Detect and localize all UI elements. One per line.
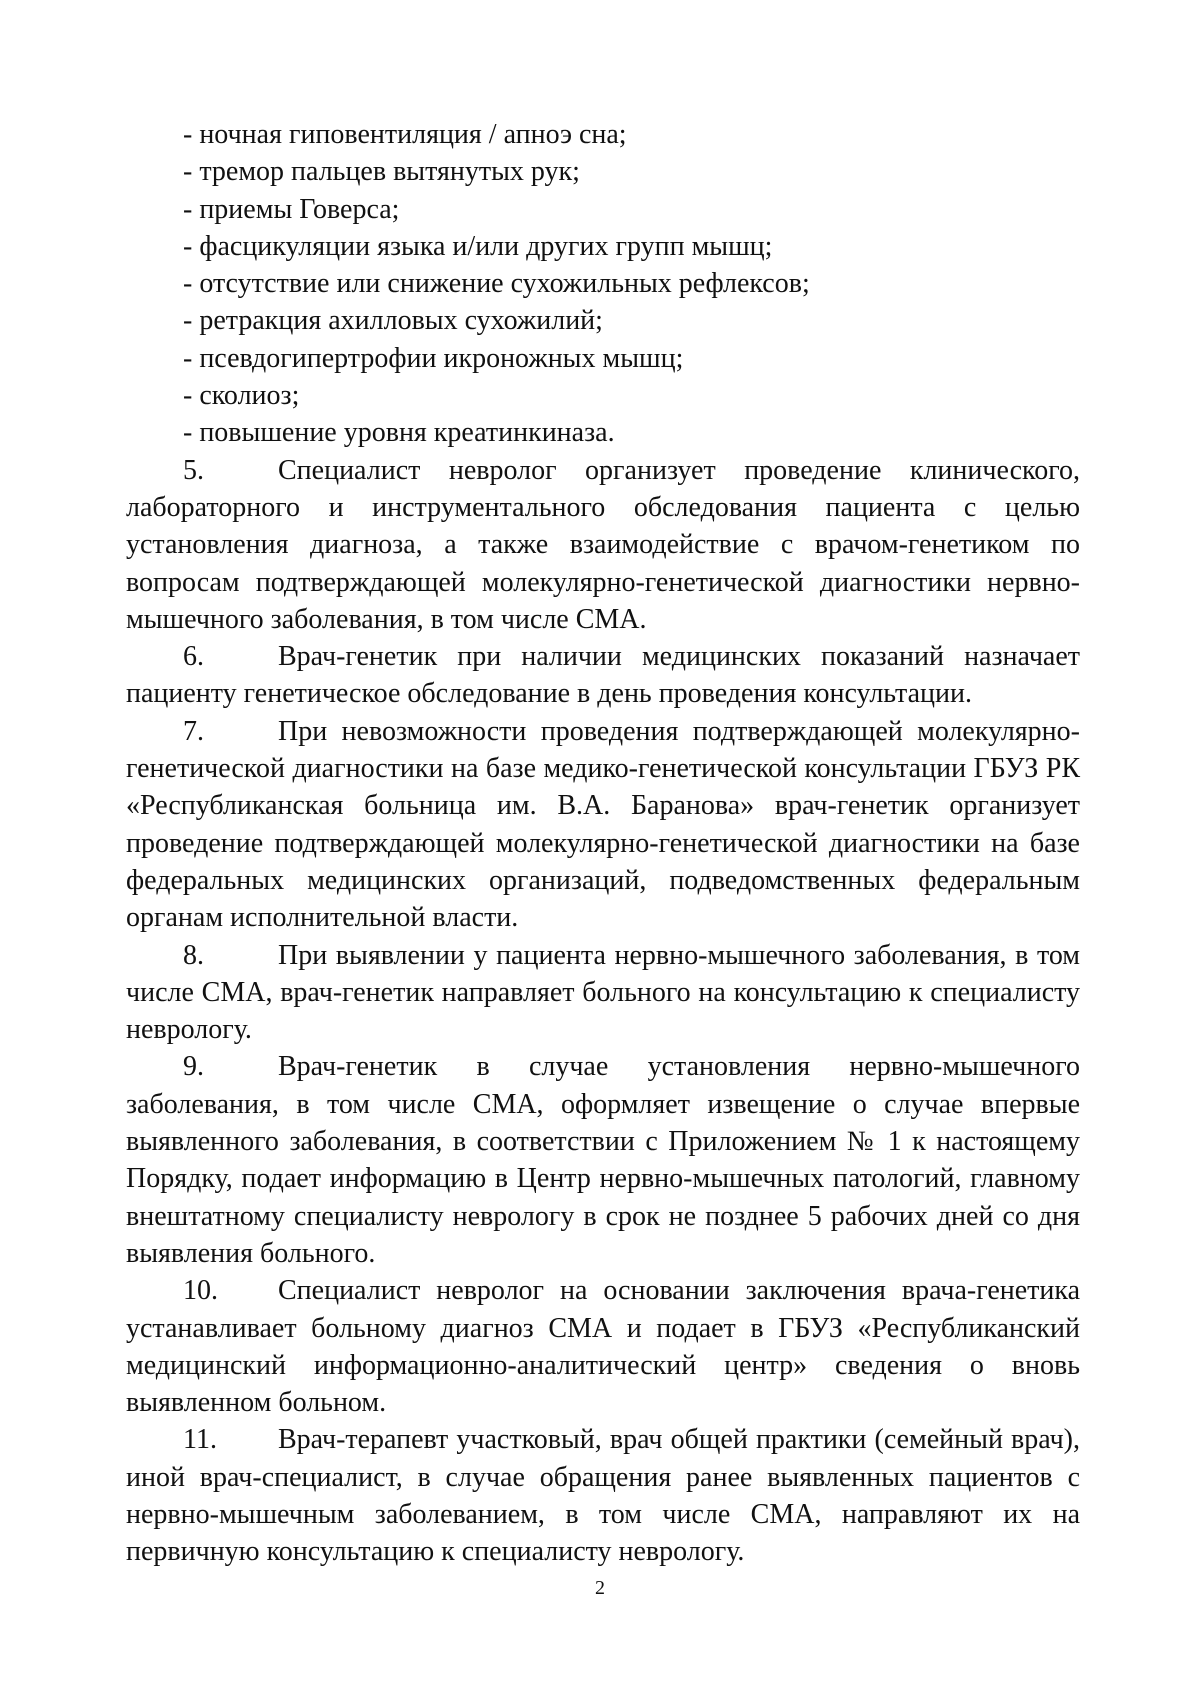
- paragraph-text: Врач-генетик при наличии медицинских показаний назначает пациенту генетическое обследование в день проведения консультации.: [126, 641, 1080, 710]
- paragraph-text: Специалист невролог организует проведение клинического, лабораторного и инструментального обследования пациента с целью установления диагноза, а также взаимодействие с врачом-генетиком по вопросам подтверждающей молекулярно-генетической диагностики нервно-мышечного заболевания, в том числе СМА.: [126, 454, 1080, 635]
- numbered-paragraph: [126, 638, 1080, 713]
- paragraph-number: 8.: [183, 939, 204, 971]
- paragraph-text: Специалист невролог на основании заключения врача-генетика устанавливает больному диагноз СМА и подает в ГБУЗ «Республиканский медицинский информационно-аналитический центр» сведения о вновь выявленном больном.: [126, 1275, 1080, 1419]
- numbered-paragraph: [126, 713, 1080, 937]
- paragraph-text: Врач-терапевт участковый, врач общей практики (семейный врач), иной врач-специалист, в случае обращения ранее выявленных пациентов с нервно-мышечным заболеванием, в том числе СМА, направляют их на первичную консультацию к специалисту неврологу.: [126, 1424, 1080, 1568]
- symptom-list-item: - отсутствие или снижение сухожильных рефлексов;: [183, 268, 810, 300]
- numbered-paragraphs: [126, 452, 1080, 1571]
- document-body: [126, 116, 1080, 1571]
- numbered-paragraph: [126, 452, 1080, 638]
- symptom-list-item: - ретракция ахилловых сухожилий;: [183, 305, 603, 337]
- numbered-paragraph: [126, 1048, 1080, 1272]
- paragraph-number: 11.: [183, 1424, 217, 1456]
- symptom-list-item: - ночная гиповентиляция / апноэ сна;: [183, 119, 627, 150]
- numbered-paragraph: [126, 1272, 1080, 1421]
- paragraph-number: 9.: [183, 1051, 204, 1083]
- paragraph-text: Врач-генетик в случае установления нервно-мышечного заболевания, в том числе СМА, оформляет извещение о случае впервые выявленного заболевания, в соответствии с Приложением № 1 к настоящему Порядку, подает информацию в Центр нервно-мышечных патологий, главному внештатному специалисту неврологу в срок не позднее 5 рабочих дней со дня выявления больного.: [126, 1051, 1080, 1269]
- symptom-list-item: - повышение уровня креатинкиназа.: [183, 417, 615, 449]
- paragraph-number: 10.: [183, 1275, 218, 1307]
- paragraph-number: 7.: [183, 715, 204, 747]
- symptom-list-item: - фасцикуляции языка и/или других групп мышц;: [183, 230, 773, 262]
- paragraph-number: 6.: [183, 641, 204, 673]
- numbered-paragraph: [126, 1421, 1080, 1570]
- symptom-list-item: - приемы Говерса;: [183, 193, 400, 225]
- numbered-paragraph: [126, 937, 1080, 1049]
- paragraph-text: При выявлении у пациента нервно-мышечного заболевания, в том числе СМА, врач-генетик направляет больного на консультацию к специалисту неврологу.: [126, 939, 1080, 1046]
- symptom-list-item: - псевдогипертрофии икроножных мышц;: [183, 342, 684, 374]
- symptom-list: [126, 116, 1080, 452]
- symptom-list-item: - сколиоз;: [183, 380, 300, 412]
- paragraph-number: 5.: [183, 454, 204, 486]
- paragraph-text: При невозможности проведения подтверждающей молекулярно-генетической диагностики на базе медико-генетической консультации ГБУЗ РК «Республиканская больница им. В.А. Баранова» врач-генетик организует проведение подтверждающей молекулярно-генетической диагностики на базе федеральных медицинских организаций, подведомственных федеральным органам исполнительной власти.: [126, 715, 1080, 934]
- page-number: 2: [595, 1577, 605, 1599]
- symptom-list-item: - тремор пальцев вытянутых рук;: [183, 156, 580, 188]
